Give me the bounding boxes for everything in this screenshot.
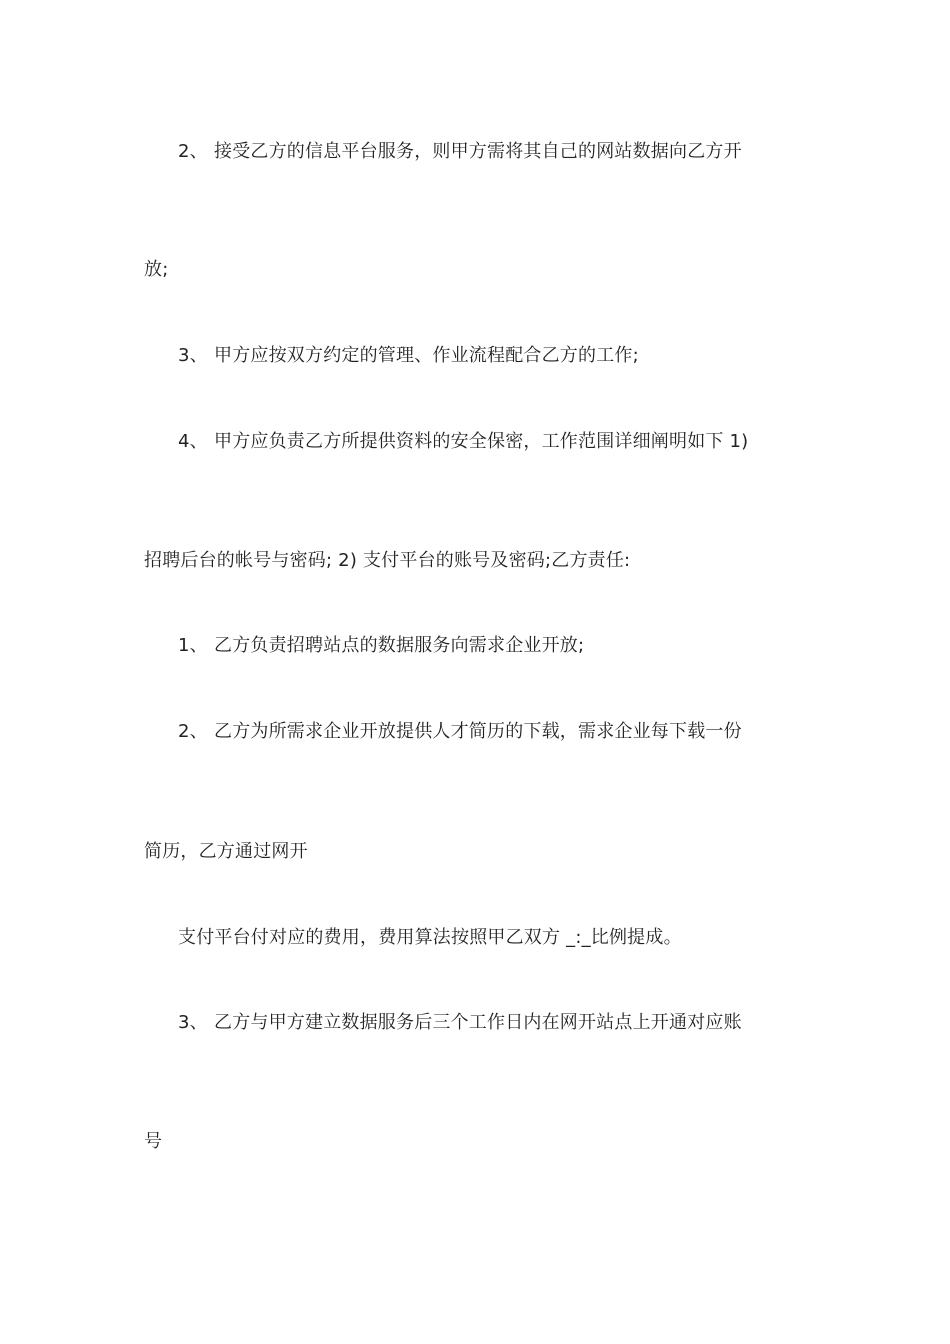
clause-number: 1、 — [178, 635, 208, 656]
clause-text: 乙方为所需求企业开放提供人才简历的下载，需求企业每下载一份 — [214, 721, 742, 742]
clause-b2 — [178, 720, 742, 744]
clause-text: 接受乙方的信息平台服务，则甲方需将其自己的网站数据向乙方开 — [214, 141, 742, 162]
clause-b1 — [178, 634, 584, 658]
clause-number: 2、 — [178, 721, 208, 742]
clause-text: 甲方应负责乙方所提供资料的安全保密，工作范围详细阐明如下 1) — [214, 431, 749, 452]
clause-a4-continued — [144, 549, 630, 573]
clause-text: 支付平台付对应的费用，费用算法按照甲乙双方 _:_比例提成。 — [178, 927, 682, 948]
clause-text: 放; — [144, 259, 169, 280]
clause-number: 3、 — [178, 1012, 208, 1033]
clause-number: 3、 — [178, 345, 208, 366]
clause-number: 4、 — [178, 431, 208, 452]
clause-a4 — [178, 430, 748, 454]
clause-text: 简历，乙方通过网开 — [144, 841, 308, 862]
clause-text: 甲方应按双方约定的管理、作业流程配合乙方的工作; — [214, 345, 639, 366]
clause-number: 2、 — [178, 141, 208, 162]
clause-b3 — [178, 1011, 742, 1035]
clause-a2-continued — [144, 258, 168, 282]
clause-b2-continued — [144, 840, 308, 864]
clause-a3 — [178, 344, 639, 368]
clause-b3-continued — [144, 1130, 162, 1154]
clause-b2-payment — [178, 926, 682, 950]
clause-text: 乙方负责招聘站点的数据服务向需求企业开放; — [214, 635, 585, 656]
clause-text: 号 — [144, 1131, 163, 1152]
clause-text: 乙方与甲方建立数据服务后三个工作日内在网开站点上开通对应账 — [214, 1012, 742, 1033]
clause-text: 招聘后台的帐号与密码; 2) 支付平台的账号及密码;乙方责任: — [144, 550, 631, 571]
clause-a2 — [178, 140, 742, 164]
